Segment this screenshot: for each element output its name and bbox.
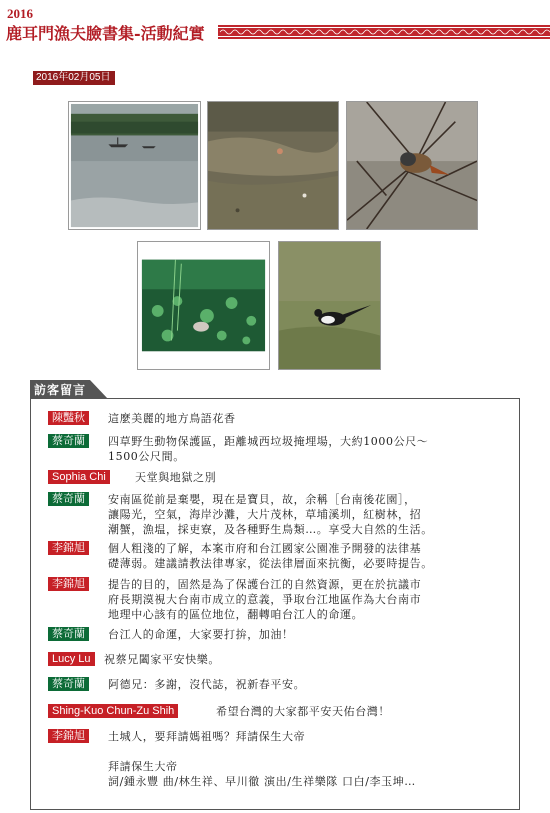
guestbook-entry — [48, 411, 508, 426]
comment-text — [108, 729, 416, 789]
comment-text — [135, 470, 216, 485]
comment-line: 安南區從前是棄嬰，現在是寶貝，故，余稱［台南後花園］， — [108, 493, 416, 506]
comment-line: 1500公尺間。 — [108, 450, 185, 463]
commenter-name[interactable]: 李錦旭 — [48, 541, 89, 555]
guestbook-entry — [48, 541, 508, 570]
commenter-name[interactable]: Shing-Kuo Chun-Zu Shih — [48, 704, 178, 718]
guestbook-entry — [48, 729, 508, 788]
guestbook-entry — [48, 492, 508, 536]
comment-line: 拜請保生大帝 — [108, 760, 178, 773]
comment-line — [108, 744, 416, 759]
comment-text — [108, 434, 428, 464]
photo-magpie-grass — [278, 241, 381, 370]
guestbook-entry — [48, 577, 508, 621]
commenter-name[interactable]: 蔡奇蘭 — [48, 627, 89, 641]
comment-text — [108, 492, 433, 537]
comment-line: 土城人，要拜請媽祖嗎？拜請保生大帝 — [108, 730, 306, 743]
commenter-name[interactable]: 李錦旭 — [48, 577, 89, 591]
comment-line: 祝蔡兄闔家平安快樂。 — [104, 653, 220, 666]
comment-line: 府長期漠視大台南市成立的意義，爭取台江地區作為大台南市 — [108, 593, 422, 606]
comment-line: 四草野生動物保護區，距離城西垃圾掩埋場，大約1000公尺～ — [108, 435, 429, 448]
comment-line: 阿德兄：多謝，沒代誌，祝新春平安。 — [108, 678, 306, 691]
commenter-name[interactable]: 陳豔秋 — [48, 411, 89, 425]
comment-text — [104, 652, 220, 667]
comment-line: 地理中心該有的區位地位，翻轉咱台江人的命運。 — [108, 608, 364, 621]
comment-text — [216, 704, 390, 719]
comment-line: 個人粗淺的了解，本案市府和台江國家公園准予開發的法律基 — [108, 542, 422, 555]
guestbook-title: 訪客留言 — [34, 383, 87, 397]
page-header — [0, 0, 550, 50]
comment-text — [108, 627, 294, 642]
header-decorative-border-icon — [218, 25, 550, 39]
comment-line: 台江人的命運，大家要打拚，加油！ — [108, 628, 294, 641]
commenter-name[interactable]: 蔡奇蘭 — [48, 434, 89, 448]
photo-fishermen-lagoon — [68, 101, 201, 230]
guestbook-entry — [48, 434, 508, 463]
photo-shore-ground — [207, 101, 339, 230]
guestbook-entry — [48, 704, 508, 719]
guestbook-entry — [48, 470, 508, 485]
comment-line: 這麼美麗的地方鳥語花香 — [108, 412, 236, 425]
commenter-name[interactable]: 李錦旭 — [48, 729, 89, 743]
commenter-name[interactable]: Lucy Lu — [48, 652, 95, 666]
commenter-name[interactable]: Sophia Chi — [48, 470, 110, 484]
comment-line: 天堂與地獄之別 — [135, 471, 217, 484]
comment-line: 礎薄弱。建議請教法律專家，從法律層面來抗衡，必要時提告。 — [108, 557, 433, 570]
date-badge: 2016年02月05日 — [33, 71, 115, 85]
photo-bird-on-branch — [346, 101, 478, 230]
commenter-name[interactable]: 蔡奇蘭 — [48, 492, 89, 506]
comment-line: 讓陽光，空氣，海岸沙灘，大片茂林，草埔溪圳，紅樹林，招 — [108, 508, 422, 521]
comment-line: 詞/鍾永豐 曲/林生祥、早川徹 演出/生祥樂隊 口白/李玉坤… — [108, 775, 416, 788]
header-year: 2016 — [7, 6, 33, 21]
comment-line: 提告的目的，固然是為了保護台江的自然資源，更在於抗議市 — [108, 578, 422, 591]
comment-text — [108, 677, 305, 692]
comment-text — [108, 577, 421, 622]
comment-line: 潮蟹，漁塭，採吏寮，及各種野生鳥類…。享受大自然的生活。 — [108, 523, 433, 536]
page-title: 鹿耳門漁夫臉書集-活動紀實 — [6, 24, 205, 43]
photo-bird-water-plants — [137, 241, 270, 370]
comment-line: 希望台灣的大家都平安天佑台灣！ — [216, 705, 390, 718]
guestbook-entry — [48, 677, 508, 692]
comment-text — [108, 541, 433, 571]
commenter-name[interactable]: 蔡奇蘭 — [48, 677, 89, 691]
comment-text — [108, 411, 236, 426]
guestbook-entry — [48, 627, 508, 642]
guestbook-entry — [48, 652, 508, 667]
